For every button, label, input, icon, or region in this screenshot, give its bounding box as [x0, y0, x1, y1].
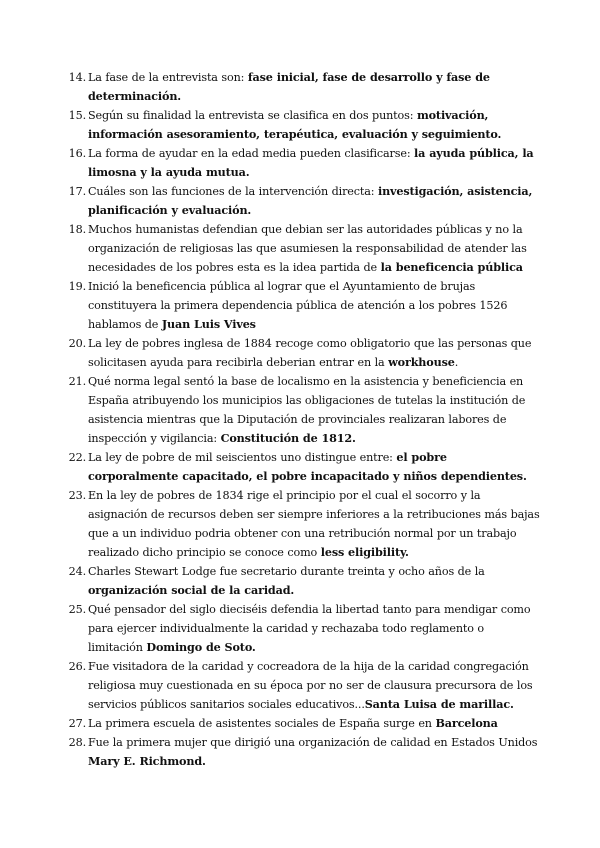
- item-text: La ley de pobre de mil seiscientos uno distingue entre:: [88, 451, 397, 464]
- list-item: [68, 562, 540, 600]
- item-number: 26.: [68, 660, 86, 673]
- item-answer: Juan Luis Vives: [161, 317, 256, 331]
- item-text: Fue la primera mujer que dirigió una organización de calidad en Estados Unidos: [88, 736, 538, 749]
- item-answer: Barcelona: [435, 716, 498, 730]
- item-number: 24.: [68, 565, 86, 578]
- item-text: Según su finalidad la entrevista se clasifica en dos puntos:: [88, 109, 417, 122]
- item-number: 23.: [68, 489, 86, 502]
- item-number: 21.: [68, 375, 86, 388]
- list-item: [68, 714, 540, 733]
- item-text: Qué pensador del siglo dieciséis defendia la libertad tanto para mendigar como para ejercer individualmente la caridad y rechazaba todo reglamento o limitación: [88, 603, 531, 654]
- list-item: [68, 334, 540, 372]
- list-item: [68, 220, 540, 277]
- item-text: La fase de la entrevista son:: [88, 71, 248, 84]
- list-item: [68, 486, 540, 562]
- item-answer: la ayuda pública, la limosna y la ayuda mutua.: [88, 146, 534, 179]
- item-text: La ley de pobres inglesa de 1884 recoge como obligatorio que las personas que solicitasen ayuda para recibirla deberian entrar en la: [88, 337, 532, 369]
- item-number: 20.: [68, 337, 86, 350]
- list-item: [68, 657, 540, 714]
- item-number: 22.: [68, 451, 86, 464]
- item-text: La forma de ayudar en la edad media pueden clasificarse:: [88, 147, 415, 160]
- item-answer: organización social de la caridad.: [88, 583, 295, 597]
- item-text: Cuáles son las funciones de la intervención directa:: [88, 185, 378, 198]
- item-answer: workhouse: [388, 355, 455, 369]
- item-answer: la beneficencia pública: [380, 260, 523, 274]
- list-item: [68, 448, 540, 486]
- item-text: Qué norma legal sentó la base de localismo en la asistencia y beneficiencia en España atribuyendo los municipios las obligaciones de tutelas la institución de asistencia mientras que la Diputación de provinciales realizaran labores de inspección y vigilancia:: [88, 375, 526, 445]
- item-text: Fue visitadora de la caridad y cocreadora de la hija de la caridad congregación religiosa muy cuestionada en su época por no ser de clausura precursora de los servicios públicos sanitarios sociales educativos...: [88, 660, 533, 711]
- list-item: [68, 106, 540, 144]
- item-number: 19.: [68, 280, 86, 293]
- item-answer: Mary E. Richmond.: [88, 754, 206, 768]
- list-item: [68, 372, 540, 448]
- item-number: 16.: [68, 147, 86, 160]
- item-number: 14.: [68, 71, 86, 84]
- item-answer: motivación, información asesoramiento, terapéutica, evaluación y seguimiento.: [88, 108, 502, 141]
- item-answer: el pobre corporalmente capacitado, el pobre incapacitado y niños dependientes.: [88, 450, 527, 483]
- list-item: [68, 733, 540, 771]
- list-item: [68, 277, 540, 334]
- item-text: Charles Stewart Lodge fue secretario durante treinta y ocho años de la: [88, 565, 485, 578]
- list-item: [68, 144, 540, 182]
- item-number: 25.: [68, 603, 86, 616]
- item-text: La primera escuela de asistentes sociales de España surge en: [88, 717, 436, 730]
- item-number: 18.: [68, 223, 86, 236]
- item-text: En la ley de pobres de 1834 rige el principio por el cual el socorro y la asignación de recursos deben ser siempre inferiores a la retribuciones más bajas que a un individuo podria obtener con una retribución normal por un trabajo realizado dicho principio se conoce como: [88, 489, 540, 559]
- item-number: 28.: [68, 736, 86, 749]
- item-text: Inició la beneficencia pública al lograr que el Ayuntamiento de brujas constituyera la primera dependencia pública de atención a los pobres 1526 hablamos de: [88, 280, 508, 331]
- item-number: 27.: [68, 717, 86, 730]
- list-item: [68, 600, 540, 657]
- item-number: 15.: [68, 109, 86, 122]
- question-list: [68, 68, 540, 771]
- item-tail: .: [454, 356, 459, 369]
- list-item: [68, 182, 540, 220]
- item-answer: Domingo de Soto.: [146, 640, 256, 654]
- item-answer: Constitución de 1812.: [220, 431, 356, 445]
- item-text: Muchos humanistas defendian que debian ser las autoridades públicas y no la organización de religiosas las que asumiesen la responsabilidad de atender las necesidades de los pobres esta es la idea partida de: [88, 223, 527, 274]
- list-item: [68, 68, 540, 106]
- item-answer: less eligibility.: [320, 545, 409, 559]
- item-answer: Santa Luisa de marillac.: [364, 697, 514, 711]
- item-number: 17.: [68, 185, 86, 198]
- item-answer: investigación, asistencia, planificación y evaluación.: [88, 184, 533, 217]
- item-answer: fase inicial, fase de desarrollo y fase de determinación.: [88, 70, 490, 103]
